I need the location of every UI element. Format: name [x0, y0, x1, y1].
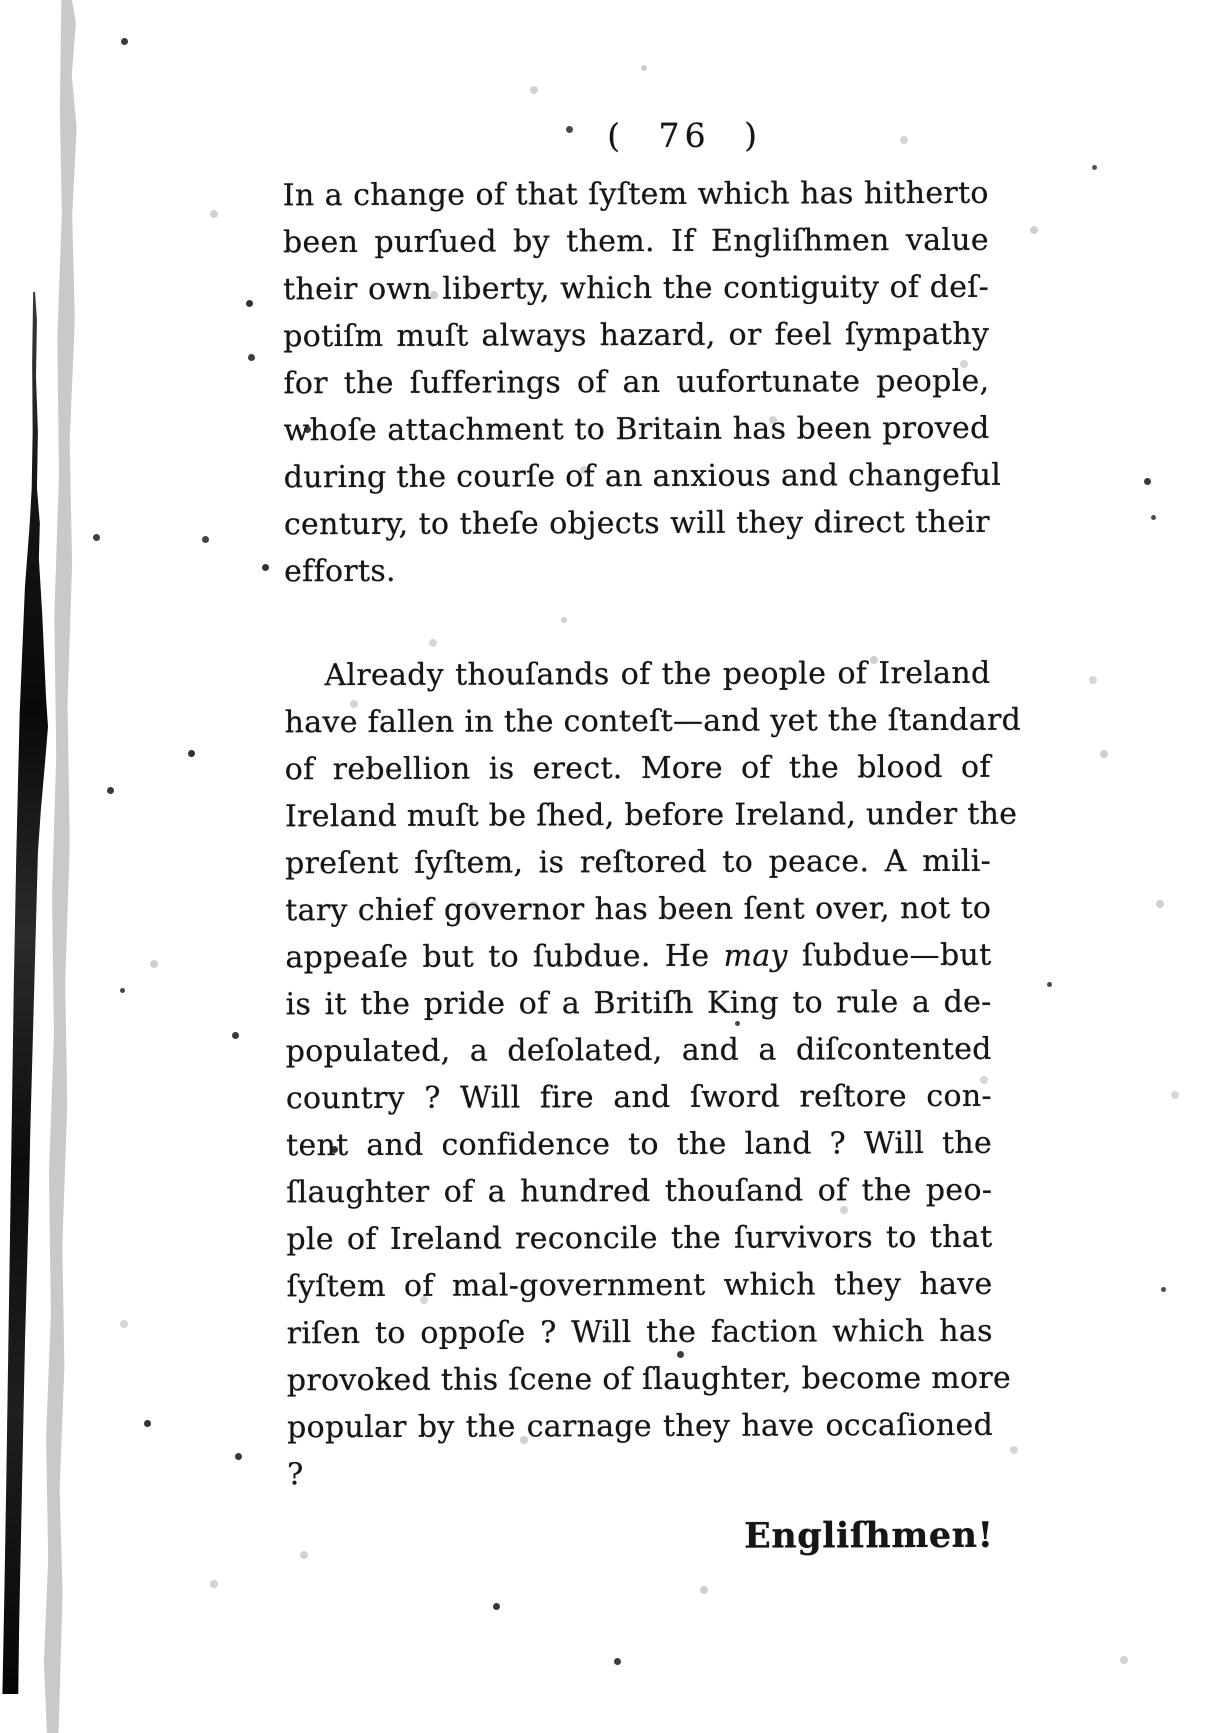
text-line: during the courſe of an anxious and changeful — [283, 457, 1002, 496]
text-line: provoked this ſcene of ſlaughter, become more — [286, 1360, 1012, 1399]
page-gutter-shadow — [43, 0, 78, 1733]
text-line: Already thouſands of the people of Ireland — [324, 655, 991, 694]
text-line: is it the pride of a Britiſh King to rule a de- — [285, 984, 992, 1023]
scan-noise-dark — [0, 0, 3, 3]
text-line: of rebellion is erect. More of the blood of — [284, 749, 991, 788]
text-line: popular by the carnage they have occaſioned ? — [287, 1407, 994, 1493]
text-line: appeaſe but to ſubdue. He may ſubdue—but — [285, 937, 992, 976]
text-line: tary chief governor has been ſent over, not to — [285, 890, 992, 929]
text-line: been purſued by them. If Engliſhmen value — [282, 222, 989, 261]
text-line: populated, a deſolated, and a diſcontented — [285, 1031, 992, 1070]
text-line: Ireland muſt be ſhed, before Ireland, under the — [284, 796, 1018, 835]
catchword: Engliſhmen! — [744, 1514, 994, 1557]
text-line: In a change of that ſyſtem which has hitherto — [282, 175, 989, 214]
page-number: ( 76 ) — [607, 115, 762, 156]
text-line: ple of Ireland reconcile the ſurvivors to that — [286, 1219, 993, 1258]
text-line: tent and confidence to the land ? Will the — [286, 1125, 993, 1164]
binding-shadow — [0, 292, 48, 1694]
text-line: century, to theſe objects will they direct their — [283, 504, 990, 543]
paragraph — [282, 170, 1002, 595]
paragraph — [284, 650, 1022, 1493]
text-line: ſlaughter of a hundred thouſand of the peo- — [286, 1172, 993, 1211]
text-line: have fallen in the conteſt—and yet the ſtandard — [284, 702, 1022, 741]
text-line: efforts. — [284, 553, 396, 590]
text-line: ſyſtem of mal-government which they have — [286, 1266, 993, 1305]
text-line: whoſe attachment to Britain has been proved — [283, 410, 990, 449]
text-line: for the ſufferings of an uufortunate people, — [283, 363, 990, 402]
body-text — [282, 170, 1022, 1493]
text-line: their own liberty, which the contiguity of deſ- — [283, 269, 990, 308]
text-line: country ? Will fire and ſword reſtore con- — [285, 1078, 992, 1117]
text-line: riſen to oppoſe ? Will the faction which has — [286, 1313, 993, 1352]
page-content — [282, 115, 1022, 1558]
text-line: preſent ſyſtem, is reſtored to peace. A mili- — [285, 843, 992, 882]
text-line: potiſm muſt always hazard, or feel ſympathy — [283, 316, 990, 355]
